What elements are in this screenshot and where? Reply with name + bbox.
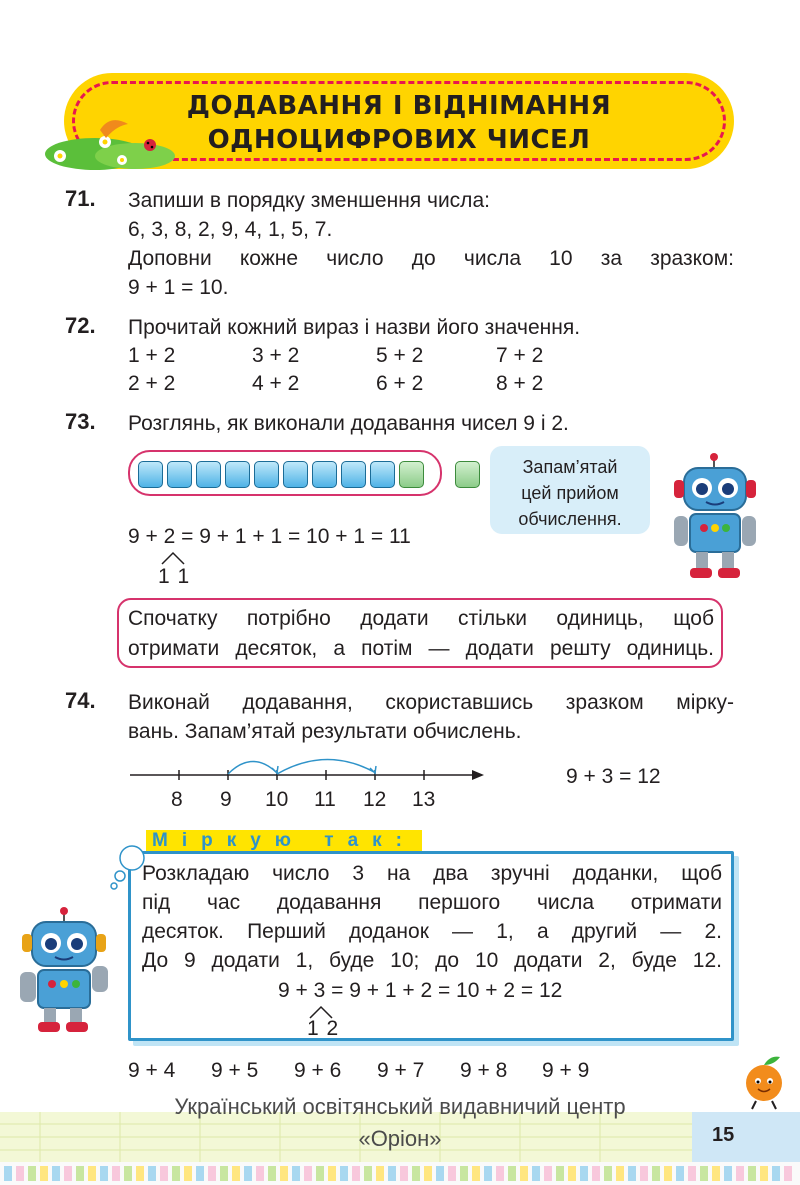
counter-cube bbox=[225, 461, 250, 488]
bubble-line-3: обчислення. bbox=[518, 509, 622, 529]
publisher-brand: «Оріон» bbox=[358, 1126, 442, 1151]
bubble-line-1: Запам’ятай bbox=[522, 457, 618, 477]
reasoning-line-4: До 9 додати 1, буде 10; до 10 додати 2, буде 12. bbox=[142, 949, 722, 972]
exercise-73-number: 73. bbox=[65, 409, 96, 434]
publisher-name: Український освітянський видавничий центр bbox=[174, 1094, 626, 1119]
task-expression: 9 + 6 bbox=[294, 1059, 342, 1082]
number-line-label: 8 bbox=[171, 788, 183, 811]
reasoning-line-1: Розкладаю число 3 на два зручні доданки, щоб bbox=[142, 862, 722, 885]
exercise-73-split: 1 1 bbox=[158, 565, 190, 588]
number-line-label: 13 bbox=[412, 788, 436, 811]
exercise-74-line-1: Виконай додавання, скориставшись зразком мірку- bbox=[128, 691, 734, 714]
bubble-line-2: цей прийом bbox=[521, 483, 619, 503]
task-expression: 9 + 7 bbox=[377, 1059, 425, 1082]
exercise-71-line-2: 6, 3, 8, 2, 9, 4, 1, 5, 7. bbox=[128, 218, 333, 241]
think-label: Міркую так: bbox=[146, 830, 422, 852]
expression-cell: 5 + 2 bbox=[376, 344, 424, 367]
expression-cell: 6 + 2 bbox=[376, 372, 424, 395]
thought-bubble-icon bbox=[106, 842, 146, 892]
sample-equation: 9 + 3 = 12 bbox=[566, 765, 661, 788]
expression-cell: 8 + 2 bbox=[496, 372, 544, 395]
expression-cell: 3 + 2 bbox=[252, 344, 300, 367]
exercise-73-line-1: Розглянь, як виконали додавання чисел 9 і 2. bbox=[128, 412, 569, 435]
task-expression: 9 + 9 bbox=[542, 1059, 590, 1082]
exercise-74-number: 74. bbox=[65, 688, 96, 713]
reasoning-line-2: під час додавання першого числа отримати bbox=[142, 891, 722, 914]
robot-icon bbox=[12, 906, 120, 1036]
number-line-label: 9 bbox=[220, 788, 232, 811]
reasoning-split: 1 2 bbox=[307, 1017, 339, 1040]
counter-cube bbox=[283, 461, 308, 488]
grass-flowers-icon bbox=[40, 120, 190, 170]
exercise-71-number: 71. bbox=[65, 186, 96, 211]
reasoning-line-3: десяток. Перший доданок — 1, а другий — 2. bbox=[142, 920, 722, 943]
exercise-72-line-1: Прочитай кожний вираз і назви його значення. bbox=[128, 316, 581, 339]
exercise-74-line-2: вань. Запам’ятай результати обчислень. bbox=[128, 720, 522, 743]
counter-cube bbox=[167, 461, 192, 488]
counter-cube bbox=[341, 461, 366, 488]
counter-cube-green bbox=[455, 461, 480, 488]
counter-cube bbox=[370, 461, 395, 488]
title-line-2: ОДНОЦИФРОВИХ ЧИСЕЛ bbox=[207, 125, 591, 155]
orange-character-icon bbox=[740, 1053, 790, 1111]
counter-cube bbox=[196, 461, 221, 488]
title-line-1: ДОДАВАННЯ І ВІДНІМАННЯ bbox=[186, 91, 612, 121]
robot-icon bbox=[662, 452, 772, 582]
exercise-71-line-1: Запиши в порядку зменшення числа: bbox=[128, 189, 490, 212]
task-expression: 9 + 8 bbox=[460, 1059, 508, 1082]
counter-cube bbox=[312, 461, 337, 488]
number-line-label: 12 bbox=[363, 788, 387, 811]
task-expression: 9 + 5 bbox=[211, 1059, 259, 1082]
expression-cell: 2 + 2 bbox=[128, 372, 176, 395]
rule-line-1: Спочатку потрібно додати стільки одиниць, щоб bbox=[128, 607, 714, 630]
counter-cube bbox=[138, 461, 163, 488]
number-line bbox=[128, 752, 488, 786]
exercise-73-equation: 9 + 2 = 9 + 1 + 1 = 10 + 1 = 11 bbox=[128, 525, 411, 548]
speech-bubble bbox=[490, 446, 650, 534]
number-line-label: 11 bbox=[314, 788, 336, 811]
exercise-72-number: 72. bbox=[65, 313, 96, 338]
counter-cube-green bbox=[399, 461, 424, 488]
expression-cell: 4 + 2 bbox=[252, 372, 300, 395]
expression-cell: 1 + 2 bbox=[128, 344, 176, 367]
counter-cube bbox=[254, 461, 279, 488]
page-number: 15 bbox=[712, 1124, 735, 1146]
reasoning-equation: 9 + 3 = 9 + 1 + 2 = 10 + 2 = 12 bbox=[278, 979, 563, 1002]
number-line-label: 10 bbox=[265, 788, 289, 811]
page-number-tab bbox=[692, 1112, 800, 1162]
rule-line-2: отримати десяток, а потім — додати решту одиниць. bbox=[128, 637, 714, 660]
exercise-71-line-3: Доповни кожне число до числа 10 за зразком: bbox=[128, 247, 734, 270]
exercise-71-line-4: 9 + 1 = 10. bbox=[128, 276, 229, 299]
footer-color-stripe bbox=[0, 1162, 800, 1185]
task-expression: 9 + 4 bbox=[128, 1059, 176, 1082]
expression-cell: 7 + 2 bbox=[496, 344, 544, 367]
